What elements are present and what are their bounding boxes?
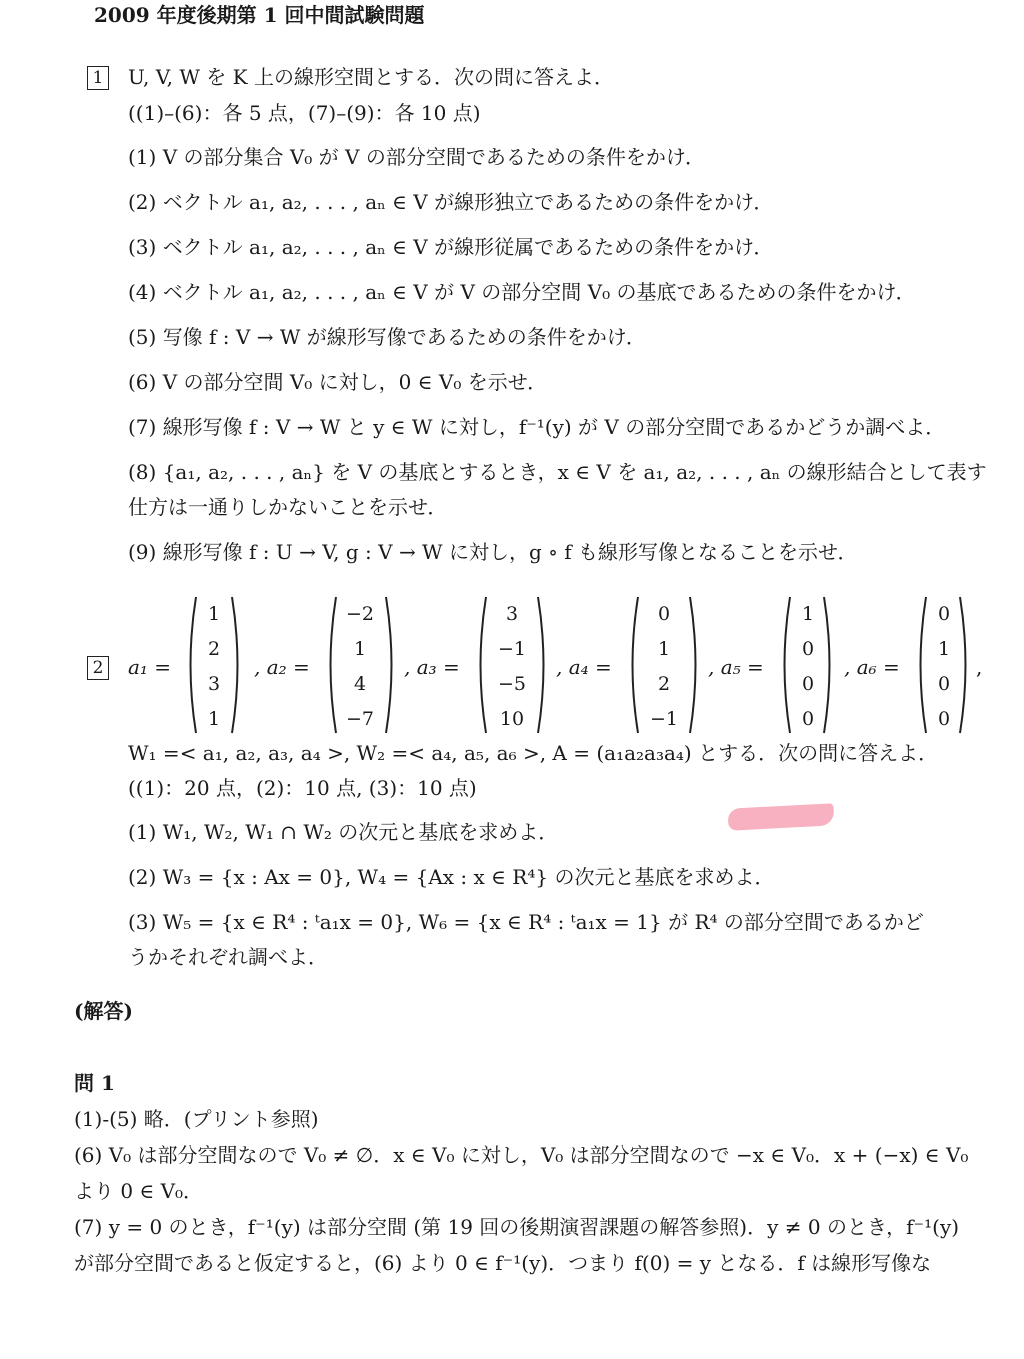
problem-1-item: (6) V の部分空間 V₀ に対し，0 ∈ V₀ を示せ． <box>128 370 548 394</box>
right-paren-icon <box>958 595 972 735</box>
vector-label: , a₃ = <box>404 655 460 679</box>
vector-entry: 10 <box>499 708 525 730</box>
problem-1-item-continued: 仕方は一通りしかないことを示せ． <box>128 495 448 519</box>
vector-label: , a₅ = <box>708 655 764 679</box>
vector-entry: −1 <box>649 708 678 730</box>
problem-1-item: (9) 線形写像 f : U → V, g : V → W に対し，g ∘ f も線形写像となることを示せ． <box>128 540 858 564</box>
vector-entry: −7 <box>345 708 374 730</box>
vector-entry: 4 <box>353 673 367 695</box>
vector-entry: 0 <box>801 638 815 660</box>
right-paren-icon <box>384 595 398 735</box>
answer-line: (7) y = 0 のとき，f⁻¹(y) は部分空間 (第 19 回の後期演習課題の解答参照)．y ≠ 0 のとき，f⁻¹(y) <box>74 1215 960 1239</box>
vector-entry: 1 <box>353 638 367 660</box>
right-paren-icon <box>688 595 702 735</box>
problem-2-item: (1) W₁, W₂, W₁ ∩ W₂ の次元と基底を求めよ． <box>128 820 559 844</box>
problem-2-item: (2) W₃ = {x : Ax = 0}, W₄ = {Ax : x ∈ R⁴} の次元と基底を求めよ． <box>128 865 775 889</box>
vector-entry: −5 <box>497 673 526 695</box>
problem-1-item: (3) ベクトル a₁, a₂, . . . , aₙ ∈ V が線形従属であるための条件をかけ． <box>128 235 774 259</box>
vector-entry: 1 <box>207 603 221 625</box>
vector-entry: 1 <box>801 603 815 625</box>
vector-label: , a₂ = <box>254 655 310 679</box>
problem-1-item: (1) V の部分集合 V₀ が V の部分空間であるための条件をかけ． <box>128 145 706 169</box>
problem-2-definition: W₁ =< a₁, a₂, a₃, a₄ >, W₂ =< a₄, a₅, a₆ >, A = (a₁a₂a₃a₄) とする．次の問に答えよ． <box>128 741 939 765</box>
vector-entry: 1 <box>207 708 221 730</box>
vector-label: a₁ = <box>128 655 172 679</box>
vector-entry: 0 <box>937 673 951 695</box>
problem-2-points: ((1)：20 点，(2)：10 点, (3)：10 点) <box>128 776 477 800</box>
problem-1-item: (8) {a₁, a₂, . . . , aₙ} を V の基底とするとき，x ∈ V を a₁, a₂, . . . , aₙ の線形結合として表す <box>128 460 987 484</box>
right-paren-icon <box>230 595 244 735</box>
vector-entry: 0 <box>657 603 671 625</box>
problem-1-points: ((1)–(6)：各 5 点，(7)–(9)：各 10 点) <box>128 101 481 125</box>
answer-line: (1)-(5) 略．(プリント参照) <box>74 1107 319 1131</box>
vector-entry: 0 <box>937 708 951 730</box>
vector-entry: 3 <box>207 673 221 695</box>
vector-label: , a₄ = <box>556 655 612 679</box>
problem-2-item-continued: うかそれぞれ調べよ． <box>128 945 328 969</box>
exam-title: 2009 年度後期第 1 回中間試験問題 <box>94 3 425 27</box>
problem-1-item: (7) 線形写像 f : V → W と y ∈ W に対し，f⁻¹(y) が V の部分空間であるかどうか調べよ． <box>128 415 946 439</box>
problem-1-item: (5) 写像 f : V → W が線形写像であるための条件をかけ． <box>128 325 646 349</box>
right-paren-icon <box>822 595 836 735</box>
vector-entry: 1 <box>937 638 951 660</box>
problem-2-item: (3) W₅ = {x ∈ R⁴ : ᵗa₁x = 0}, W₆ = {x ∈ R⁴ : ᵗa₁x = 1} が R⁴ の部分空間であるかど <box>128 910 924 934</box>
problem-2-number: 2 <box>87 656 109 680</box>
problem-1-item: (2) ベクトル a₁, a₂, . . . , aₙ ∈ V が線形独立であるための条件をかけ． <box>128 190 774 214</box>
problem-1-number: 1 <box>87 66 109 90</box>
vector-entry: 0 <box>801 673 815 695</box>
answer-line: (6) V₀ は部分空間なので V₀ ≠ ∅．x ∈ V₀ に対し，V₀ は部分空間なので −x ∈ V₀．x + (−x) ∈ V₀ <box>74 1143 969 1167</box>
vector-entry: 0 <box>801 708 815 730</box>
vector-entry: −1 <box>497 638 526 660</box>
trailing-comma: , <box>976 655 983 679</box>
vector-entry: 3 <box>505 603 519 625</box>
problem-1-item: (4) ベクトル a₁, a₂, . . . , aₙ ∈ V が V の部分空間 V₀ の基底であるための条件をかけ． <box>128 280 916 304</box>
answers-heading: (解答) <box>74 999 133 1023</box>
vector-label: , a₆ = <box>844 655 900 679</box>
problem-1-intro: U, V, W を K 上の線形空間とする．次の問に答えよ． <box>128 65 614 89</box>
right-paren-icon <box>536 595 550 735</box>
answer-line: が部分空間であると仮定すると，(6) より 0 ∈ f⁻¹(y)．つまり f(0) = y となる．f は線形写像な <box>74 1251 932 1275</box>
answer-line: より 0 ∈ V₀． <box>74 1179 204 1203</box>
question-1-heading: 問 1 <box>74 1071 115 1095</box>
vector-entry: −2 <box>345 603 374 625</box>
vector-entry: 0 <box>937 603 951 625</box>
vector-entry: 2 <box>657 673 671 695</box>
vector-entry: 2 <box>207 638 221 660</box>
vector-entry: 1 <box>657 638 671 660</box>
pink-highlighter-mark <box>727 803 834 831</box>
